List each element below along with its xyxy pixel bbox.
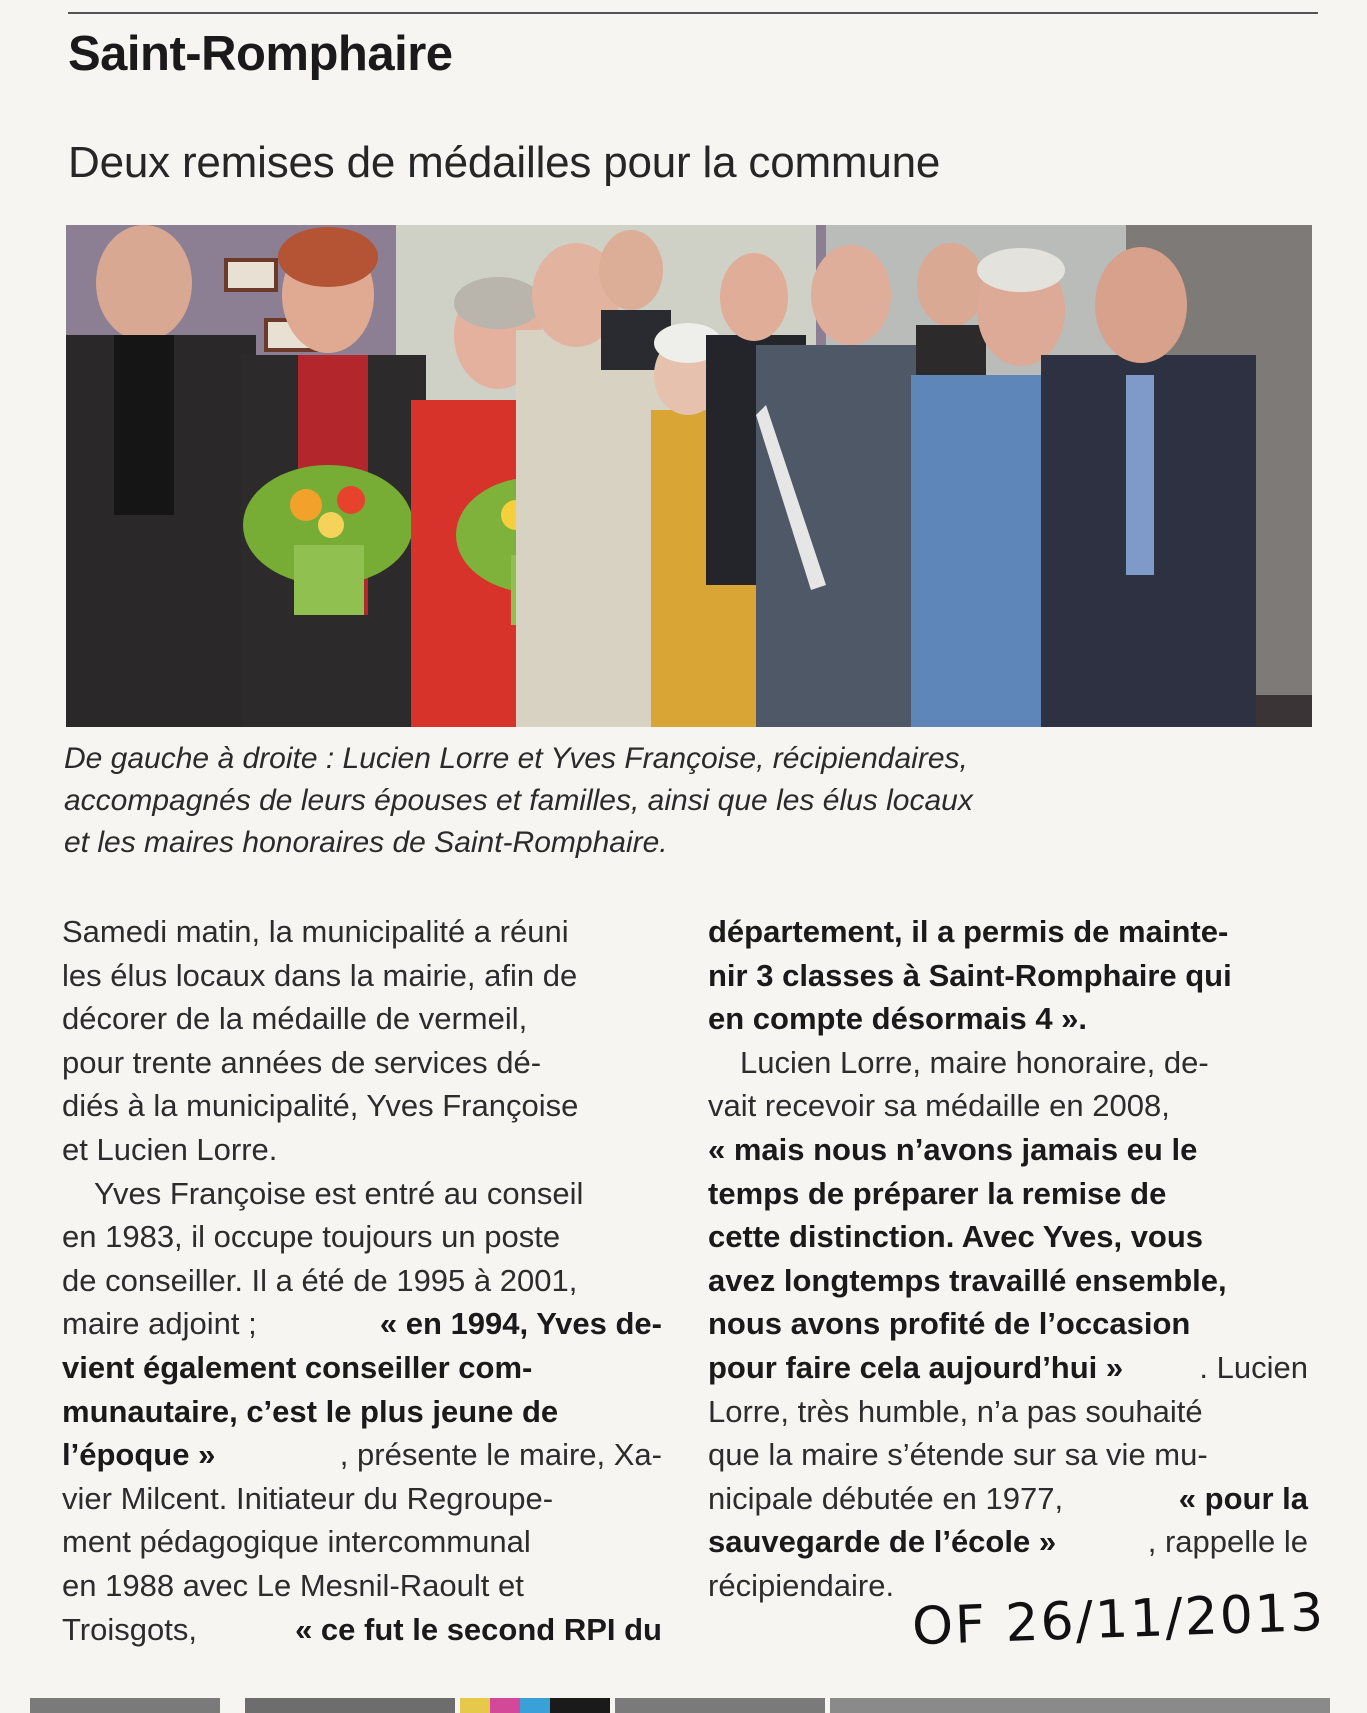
text-line: [62, 954, 662, 998]
print-color-strip: [30, 1698, 1330, 1713]
text-run: pour trente années de services dé-: [62, 1044, 542, 1080]
text-line: [62, 910, 662, 954]
caption-line: accompagnés de leurs épouses et familles, ainsi que les élus locaux: [64, 784, 973, 817]
text-line: [62, 997, 662, 1041]
text-run: ment pédagogique intercommunal: [62, 1524, 531, 1560]
group-photo-image: [66, 225, 1312, 727]
article-column-right: [708, 910, 1308, 1608]
text-line: [62, 1433, 662, 1477]
text-line: [62, 1608, 662, 1652]
quote-run: « pour la: [1178, 1480, 1308, 1516]
text-line: [62, 1390, 662, 1434]
photo-caption: [64, 738, 1274, 864]
text-run: de conseiller. Il a été de 1995 à 2001,: [62, 1262, 578, 1298]
text-line: [708, 1302, 1308, 1346]
quote-run: temps de préparer la remise de: [708, 1175, 1167, 1211]
quote-run: en compte désormais 4 ».: [708, 1001, 1088, 1037]
text-run: que la maire s’étende sur sa vie mu-: [708, 1437, 1208, 1473]
text-line: [62, 1302, 662, 1346]
quote-run: munautaire, c’est le plus jeune de: [62, 1393, 559, 1429]
text-line: [62, 1215, 662, 1259]
text-line: [62, 1172, 662, 1216]
caption-line: De gauche à droite : Lucien Lorre et Yves Françoise, récipiendaires,: [64, 742, 968, 775]
text-line: [62, 1477, 662, 1521]
quote-run: avez longtemps travaillé ensemble,: [708, 1262, 1227, 1298]
text-run: Troisgots,: [62, 1611, 197, 1647]
quote-run: département, il a permis de mainte-: [708, 914, 1229, 949]
article-headline: Deux remises de médailles pour la commune: [68, 138, 941, 187]
quote-run: nous avons profité de l’occasion: [708, 1306, 1191, 1342]
text-line: [62, 1564, 662, 1608]
text-run: récipiendaire.: [708, 1567, 895, 1603]
quote-run: « ce fut le second RPI du: [295, 1611, 662, 1647]
text-run: . Lucien: [1199, 1349, 1308, 1385]
text-run: décorer de la médaille de vermeil,: [62, 1001, 528, 1037]
section-title: Saint-Romphaire: [68, 27, 453, 81]
text-run: Yves Françoise est entré au conseil: [94, 1175, 584, 1211]
quote-run: « mais nous n’avons jamais eu le: [708, 1131, 1198, 1167]
quote-run: l’époque »: [62, 1437, 216, 1473]
quote-run: nir 3 classes à Saint-Romphaire qui: [708, 957, 1232, 993]
text-line: [708, 1259, 1308, 1303]
text-line: [708, 1215, 1308, 1259]
text-line: [62, 1346, 662, 1390]
text-run: , rappelle le: [1147, 1524, 1308, 1560]
group-photo: [66, 225, 1312, 727]
text-line: [708, 910, 1308, 954]
quote-run: « en 1994, Yves de-: [379, 1306, 662, 1342]
quote-run: sauvegarde de l’école »: [708, 1524, 1057, 1560]
text-line: [708, 1477, 1308, 1521]
text-line: [708, 1041, 1308, 1085]
text-line: [62, 1084, 662, 1128]
quote-run: cette distinction. Avec Yves, vous: [708, 1219, 1204, 1255]
text-run: nicipale débutée en 1977,: [708, 1480, 1064, 1516]
text-line: [708, 1433, 1308, 1477]
text-line: [62, 1520, 662, 1564]
quote-run: vient également conseiller com-: [62, 1349, 533, 1385]
text-line: [708, 1172, 1308, 1216]
text-line: [62, 1041, 662, 1085]
text-line: [708, 1390, 1308, 1434]
text-run: diés à la municipalité, Yves Françoise: [62, 1088, 579, 1124]
caption-line: et les maires honoraires de Saint-Romphaire.: [64, 826, 668, 859]
text-line: [62, 1128, 662, 1172]
text-run: en 1988 avec Le Mesnil-Raoult et: [62, 1567, 524, 1603]
text-line: [708, 1520, 1308, 1564]
text-run: les élus locaux dans la mairie, afin de: [62, 957, 578, 993]
text-line: [708, 1128, 1308, 1172]
text-line: [708, 997, 1308, 1041]
top-rule: [68, 12, 1318, 14]
text-run: en 1983, il occupe toujours un poste: [62, 1219, 561, 1255]
text-line: [708, 1346, 1308, 1390]
quote-run: pour faire cela aujourd’hui »: [708, 1349, 1124, 1385]
text-run: maire adjoint ;: [62, 1306, 257, 1342]
text-run: Lucien Lorre, maire honoraire, de-: [740, 1044, 1209, 1080]
text-run: Samedi matin, la municipalité a réuni: [62, 914, 569, 949]
handwritten-date-note: OF 26/11/2013: [911, 1582, 1327, 1658]
text-line: [708, 954, 1308, 998]
text-line: [708, 1084, 1308, 1128]
article-column-left: [62, 910, 662, 1651]
text-run: Lorre, très humble, n’a pas souhaité: [708, 1393, 1203, 1429]
text-run: , présente le maire, Xa-: [339, 1437, 662, 1473]
text-run: vait recevoir sa médaille en 2008,: [708, 1088, 1170, 1124]
text-line: [62, 1259, 662, 1303]
text-run: vier Milcent. Initiateur du Regroupe-: [62, 1480, 554, 1516]
text-run: et Lucien Lorre.: [62, 1131, 278, 1167]
